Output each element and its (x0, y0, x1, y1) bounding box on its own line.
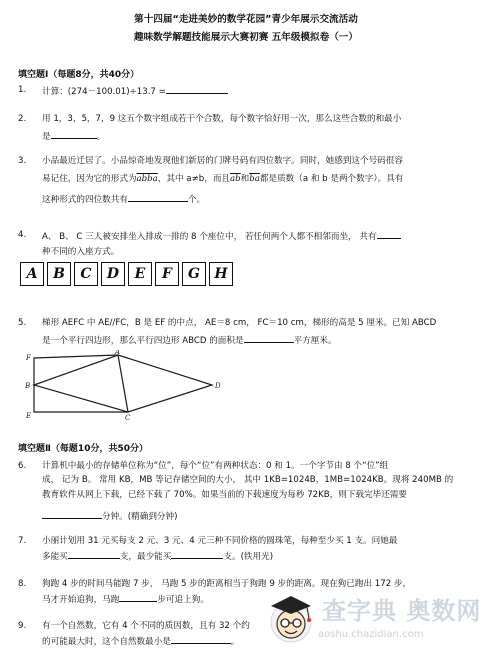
section-1-heading: 填空题Ⅰ（每题8分，共40分） (18, 70, 140, 80)
question-text: 有一个自然数，它有 4 个不同的质因数，且有 32 个约 (42, 621, 250, 631)
question-text: 易记住，因为它的形式为 (42, 174, 137, 185)
answer-blank[interactable] (166, 84, 228, 94)
trapezoid-figure (22, 350, 232, 420)
seat-box: H (209, 262, 233, 286)
answer-blank[interactable] (119, 592, 157, 602)
question-number: 9. (18, 621, 27, 631)
answer-blank[interactable] (171, 634, 231, 644)
question-text: 都是质数（a 和 b 是两个数字）。具有 (259, 174, 404, 185)
question-text: 是一个平行四边形，那么平行四边形 ABCD 的面积是 (42, 336, 244, 347)
seat-box: C (74, 262, 98, 286)
point-label-a: A (115, 350, 121, 356)
question-5 (18, 317, 480, 348)
question-text: 马才开始追狗，马跑 (42, 595, 120, 606)
question-text: 步可追上狗。 (157, 595, 209, 606)
overlined-ba: $\overline{ba}$ (249, 174, 260, 185)
question-text: ，其中 a≠b，而且 (157, 174, 231, 185)
question-text: 。 (96, 132, 106, 143)
question-text: 计算机中最小的存储单位称为“位”，每个“位”有两种状态：0 和 1。一个字节由 8 个“位”组 (42, 461, 389, 471)
question-text: 用 1，3，5，7，9 这五个数字组成若干个合数，每个数字恰好用一次，那么这些合数的和最小 (42, 114, 402, 124)
seat-box: D (101, 262, 125, 286)
point-label-c: C (125, 414, 131, 420)
title-line-1: 第十四届“走进美妙的数学花园”青少年展示交流活动 (134, 14, 358, 25)
point-label-f: F (26, 354, 31, 362)
question-text: 。 (230, 637, 240, 648)
seat-box: A (20, 262, 44, 286)
overlined-abba: abba (136, 174, 158, 185)
question-number: 6. (18, 461, 27, 471)
question-number: 8. (18, 579, 27, 589)
mascot-logo-icon (262, 586, 320, 648)
overlined-ab: $\overline{ab}$ (230, 174, 241, 185)
question-text: 种不同的入座方式。 (42, 247, 120, 258)
answer-blank[interactable] (68, 549, 120, 559)
question-3 (18, 155, 480, 206)
question-text: 小丽计划用 31 元买每支 2 元、3 元、4 元三种不同价格的圆珠笔，每种至少买 1 支。问她最 (42, 536, 398, 546)
question-number: 2. (18, 114, 27, 124)
question-text: A、 B、 C 三人被安排坐入排成一排的 8 个座位中， 若任何两个人都不相邻而坐， 共有 (42, 232, 377, 242)
question-text: 支，最少能买 (119, 552, 172, 563)
question-text: 是 (42, 132, 51, 143)
question-text: 支。(铁用光) (223, 552, 274, 563)
question-6 (18, 460, 480, 524)
answer-blank[interactable] (377, 229, 401, 239)
seat-box: B (47, 262, 71, 286)
point-label-b: B (25, 382, 31, 390)
seat-box: F (155, 262, 179, 286)
trapezoid-aefc (34, 355, 128, 412)
answer-blank[interactable] (51, 129, 97, 139)
question-4 (18, 229, 480, 259)
question-number: 4. (18, 230, 27, 240)
question-text: 小品最近迁居了。小品惊奇地发现他们新居的门牌号码有四位数字。同时，她感到这个号码很容 (42, 156, 403, 166)
question-text: 和 (240, 174, 250, 185)
point-label-d: D (215, 382, 221, 390)
question-text: 个。 (187, 194, 206, 205)
question-text: 成， 记为 B。 常用 KB，MB 等记存储空间的大小， 其中 1KB=1024B，1MB=1024KB。现将 240MB 的 (42, 475, 454, 486)
seat-box: E (128, 262, 152, 286)
question-text: 狗跑 4 步的时间马能跑 7 步， 马跑 5 步的距离相当于狗跑 9 步的距离。现在狗已跑出 172 步， (42, 579, 412, 589)
watermark-url: aoshu.chazidian.com (318, 629, 424, 640)
answer-blank[interactable] (128, 192, 188, 202)
answer-blank[interactable] (42, 509, 102, 519)
question-number: 7. (18, 536, 27, 546)
question-text: 平方厘米。 (293, 336, 337, 347)
point-label-e: E (26, 412, 32, 420)
question-text: 教育软件从网上下载，已经下载了 70%。如果当前的下载速度为每秒 72KB，则下载完毕还需要 (42, 489, 408, 500)
section-2-heading: 填空题Ⅱ（每题10分，共50分） (18, 444, 148, 454)
question-text: 的可能最大时，这个自然数最小是 (42, 637, 171, 648)
question-text: 多能买 (42, 552, 68, 563)
seat-box: G (182, 262, 206, 286)
question-number: 1. (18, 85, 27, 95)
question-text: 梯形 AEFC 中 AE//FC，B 是 EF 的中点， AE＝8 cm， FC＝10 cm，梯形的高是 5 厘米。已知 ABCD (42, 318, 437, 328)
question-2 (18, 113, 480, 144)
question-number: 3. (18, 156, 27, 166)
question-text: 分钟。(精确到分钟) (102, 512, 178, 523)
answer-blank[interactable] (244, 333, 294, 343)
title-line-2: 趣味数学解题技能展示大赛初赛 五年级模拟卷（一） (134, 32, 358, 43)
question-1 (18, 84, 480, 98)
answer-blank[interactable] (171, 549, 223, 559)
question-number: 5. (18, 318, 27, 328)
seat-row (20, 262, 236, 286)
question-7 (18, 535, 480, 564)
watermark-text: 查字典 奥数网 (322, 597, 482, 625)
question-text: 这种形式的四位数共有 (42, 194, 128, 205)
question-text: 计算：(274－100.01)÷13.7 = (42, 87, 166, 97)
